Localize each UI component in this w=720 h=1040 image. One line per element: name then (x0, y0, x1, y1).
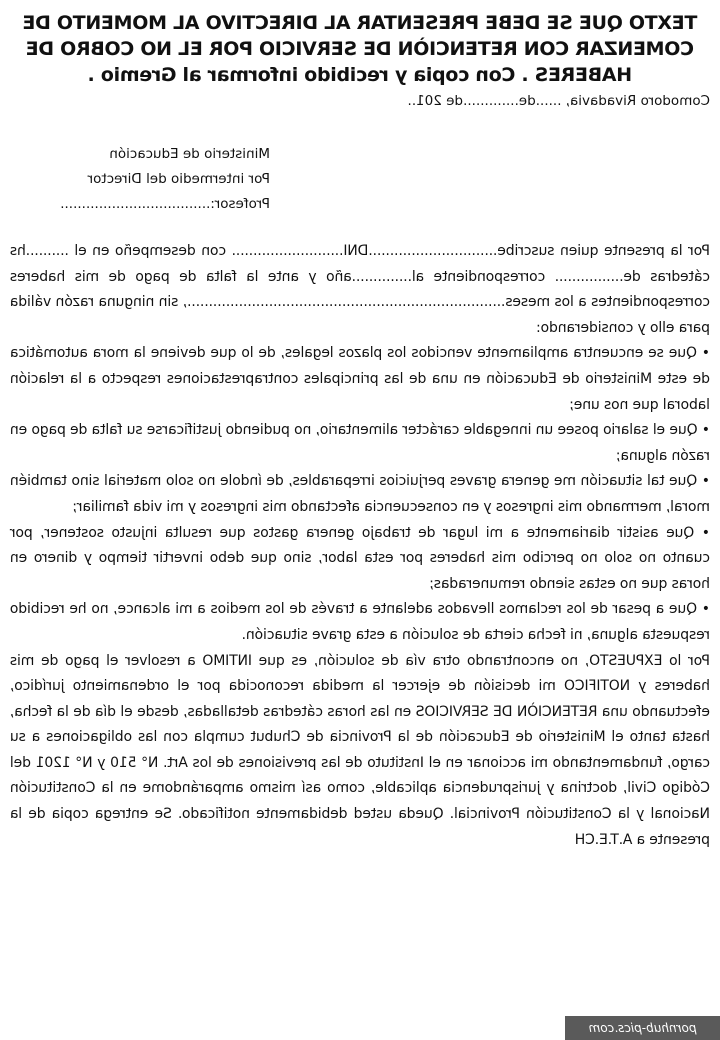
bullet-item: • Que a pesar de los reclamos llevados adelante a través de los medios a mi alcance, no he recibido respuesta alguna, ni fecha cierta de solución a esta grave situación. (10, 597, 710, 648)
addressee-line-director: Por intermedio del Director (87, 171, 270, 187)
bullet-item: • Que asistir diariamente a mi lugar de trabajo genera gastos que resulta injusto sostener, por cuanto no solo no percibo mis haberes por esta labor, sino que debo invertir tiempo y dinero en horas que no estas siendo remuneradas; (10, 521, 710, 598)
bullet-item: • Que el salario posee un innegable carácter alimentario, no pudiendo justificarse su falta de pago en razón alguna; (10, 418, 710, 469)
date-line: Comodoro Rivadavia, ......de.............de 201.. (407, 93, 710, 109)
document-title: TEXTO QUE SE DEBE PRESENTAR AL DIRECTIVO AL MOMENTO DE COMENZAR CON RETENCIÒN DE SERVICIO POR EL NO COBRO DE HABERES . Con copia y recibido informar al Gremio . (22, 12, 698, 86)
bullet-item: • Que se encuentra ampliamente vencidos los plazos legales, de lo que deviene la mora automática de este Ministerio de Educación en una de las principales contraprestaciones respecto a la relación laboral que nos une; (10, 341, 710, 418)
bullet-item: • Que tal situación me genera graves perjuicios irreparables, de índole no solo material sino también moral, mermando mis ingresos y en consecuencia afectando mis ingresos y mi vida familiar; (10, 469, 710, 520)
watermark-badge: pornhub-pics.com (565, 1016, 720, 1040)
closing-paragraph: Por lo EXPUESTO, no encontrando otra vía de solución, es que INTIMO a resolver el pago de mis haberes y NOTIFICO mi decisión de ejercer la medida reconocida por el ordenamiento jurídico, efectuando una RETENCIÒN DE SERVICIOS en las horas cátedras detalladas, desde el día de la fecha, hasta tanto el Ministerio de Educación de la Provincia de Chubut cumpla con las obligaciones a su cargo, fundamentando mi accionar en el Instituto de las previsiones de los Art. N° 510 y N° 1201 del Código Civil, doctrina y jurisprudencia aplicable, como así mismo amparándome en la Constitución Nacional y la Constitución Provincial. Queda usted debidamente notificado. Se entrega copia de la presente a A.T.E.CH (10, 652, 710, 848)
addressee-line-ministry: Ministerio de Educación (109, 146, 270, 162)
intro-paragraph: Por la presente quien suscribe..............................DNI.......................... con desempeño en el ..........hs cátedras de................ correspondiente al..............año y ante la falta de pago de mis haberes correspondientes a los meses.........................................................................., sin ninguna razón válida para ello y considerando: (10, 243, 710, 336)
document-content (10, 10, 710, 853)
addressee-line-professor: Profesor:................................... (60, 196, 270, 212)
addressee-block (10, 142, 710, 217)
letter-body (10, 239, 710, 853)
